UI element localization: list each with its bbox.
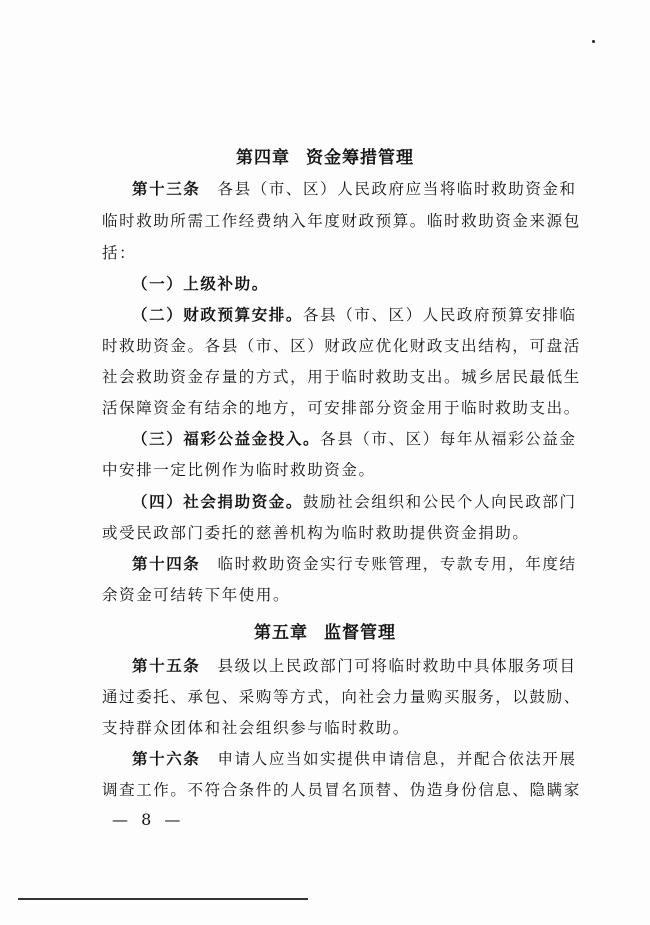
article-13-line-3: 括： [102,244,137,262]
item-1-label: （一）上级补助。 [132,274,269,293]
article-14-label: 第十四条 [132,554,201,573]
item-4-line-1 [132,491,577,513]
article-14-line-2: 余资金可结转下年使用。 [102,586,291,604]
chapter-5-title: 监督管理 [324,623,396,643]
chapter-5-label: 第五章 [254,623,308,643]
article-15-line-1 [132,655,577,677]
article-14-text-1: 临时救助资金实行专账管理，专款专用，年度结 [217,555,577,573]
chapter-4-title: 资金筹措管理 [306,148,414,168]
item-2-line-2: 时救助资金。各县（市、区）财政应优化财政支出结构，可盘活 [102,337,581,355]
item-4-label: （四）社会捐助资金。 [132,492,304,511]
article-16-line-2: 调查工作。不符合条件的人员冒名顶替、伪造身份信息、隐瞒家 [102,781,581,799]
item-4-line-2: 或受民政部门委托的慈善机构为临时救助提供资金捐助。 [102,524,530,542]
item-2-label: （二）财政预算安排。 [132,305,304,324]
article-15-text-1: 县级以上民政部门可将临时救助中具体服务项目 [217,657,577,675]
item-2-text-1: 各县（市、区）人民政府预算安排临 [303,306,577,324]
item-1-line [132,273,572,295]
item-3-line-1 [132,428,577,450]
scan-edge-line [18,898,308,900]
article-16-label: 第十六条 [132,749,201,768]
article-15-line-3: 支持群众团体和社会组织参与临时救助。 [102,719,410,737]
scan-speck [592,40,595,43]
item-2-line-4: 活保障资金有结余的地方，可安排部分资金用于临时救助支出。 [102,399,581,417]
article-14-line-1 [132,553,577,575]
item-3-text-1: 各县（市、区）每年从福彩公益金 [320,430,577,448]
article-15-line-2: 通过委托、承包、采购等方式，向社会力量购买服务，以鼓励、 [102,688,581,706]
item-3-label: （三）福彩公益金投入。 [132,429,321,448]
item-2-line-1 [132,304,577,326]
article-13-label: 第十三条 [132,179,201,198]
chapter-5-heading [0,618,650,643]
page-number: — 8 — [112,810,185,829]
item-4-text-1: 鼓励社会组织和公民个人向民政部门 [303,493,577,511]
chapter-4-heading [0,143,650,168]
article-13-line-1 [132,178,577,200]
article-13-line-2: 临时救助所需工作经费纳入年度财政预算。临时救助资金来源包 [102,212,581,230]
item-3-line-2: 中安排一定比例作为临时救助资金。 [102,461,376,479]
article-15-label: 第十五条 [132,656,201,675]
article-16-line-1 [132,748,577,770]
article-13-text-1: 各县（市、区）人民政府应当将临时救助资金和 [217,180,577,198]
item-2-line-3: 社会救助资金存量的方式，用于临时救助支出。城乡居民最低生 [102,368,581,386]
article-16-text-1: 申请人应当如实提供申请信息，并配合依法开展 [217,750,577,768]
chapter-4-label: 第四章 [236,148,290,168]
